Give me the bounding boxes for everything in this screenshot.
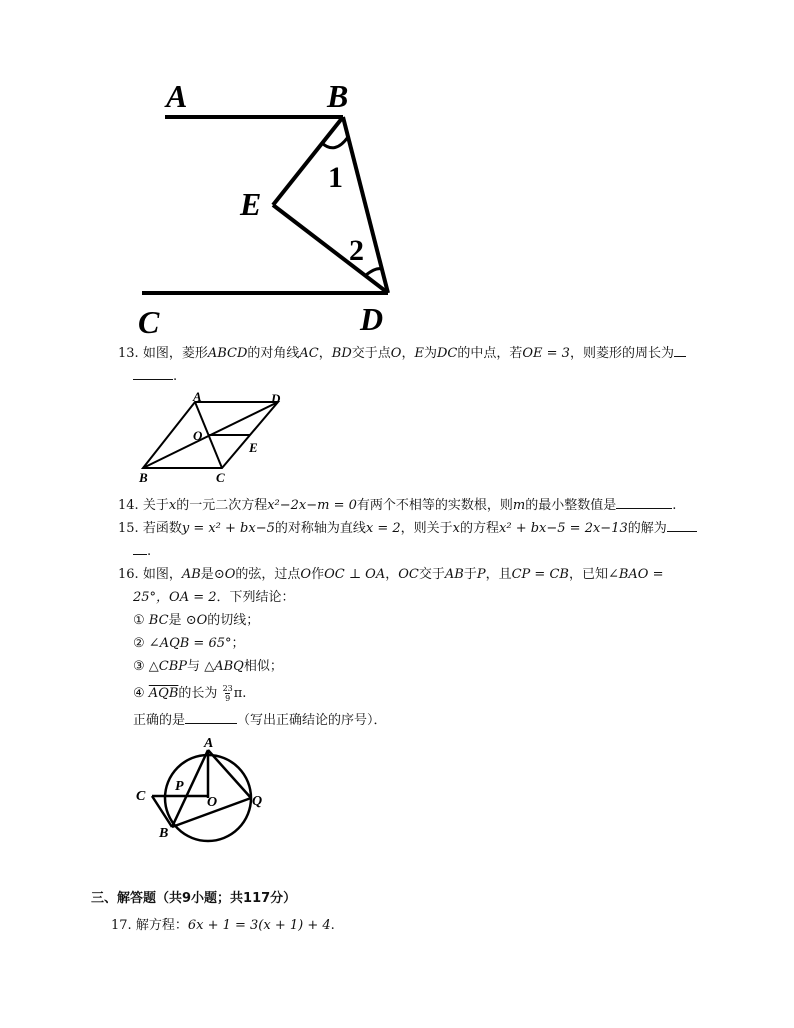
q13-text-pre: 如图，菱形 <box>142 346 208 361</box>
label-b: B <box>159 826 169 841</box>
q16-p: P <box>476 567 486 582</box>
q14-text-b: 的一元二次方程 <box>176 498 268 513</box>
q16-text: 的长为 <box>178 686 218 701</box>
q16-c4-denominator: 9 <box>225 694 231 703</box>
section-3-title <box>91 890 296 908</box>
q13-answer-blank-1[interactable] <box>674 343 686 357</box>
q16-text: ，且 <box>485 567 512 582</box>
label-e: E <box>249 440 258 455</box>
q13-ac: AC <box>299 346 319 361</box>
q16-c3-t1: △CBP <box>148 659 188 674</box>
figure-circle <box>130 730 280 845</box>
label-q: Q <box>252 794 263 809</box>
q13-comma: ， <box>318 346 332 361</box>
label-d: D <box>360 301 384 337</box>
q15-eq: x² + bx−5 = 2x−13 <box>499 521 628 536</box>
q16-line2 <box>133 589 295 607</box>
q15-func: y = x² + bx−5 <box>181 521 275 536</box>
q13-text-a: 的对角线 <box>247 346 300 361</box>
q14-text-d: 的最小整数值是 <box>525 498 617 513</box>
q16-circle: ⊙O <box>213 567 236 582</box>
q15-period: . <box>147 544 152 559</box>
q13-line1 <box>118 343 686 363</box>
q14-line <box>118 495 676 515</box>
q17-equation: 6x + 1 = 3(x + 1) + 4 <box>187 918 331 933</box>
q16-text: ．下列结论： <box>216 590 295 605</box>
q13-answer-blank-2[interactable] <box>133 366 173 380</box>
q13-comma2: ， <box>401 346 415 361</box>
label-b: B <box>139 470 148 485</box>
q13-bd: BD <box>331 346 352 361</box>
q17-line <box>111 917 335 935</box>
label-angle-1: 1 <box>328 161 343 194</box>
q16-answer-text: 正确的是 <box>133 713 186 728</box>
label-a: A <box>193 390 202 404</box>
q17-period: . <box>330 918 335 933</box>
q16-c3-num: ③ <box>133 659 145 674</box>
label-o: O <box>193 428 203 443</box>
q15-answer-blank-2[interactable] <box>133 541 147 555</box>
q16-conclusion-2 <box>133 635 245 653</box>
q16-o: O <box>300 567 312 582</box>
q16-text: 作 <box>311 567 325 582</box>
q16-ab: AB <box>444 567 464 582</box>
label-c: C <box>216 470 225 485</box>
q14-eq: x²−2x−m = 0 <box>267 498 357 513</box>
q16-answer-text: （写出正确结论的序号）． <box>237 713 387 728</box>
q16-conclusion-1 <box>133 612 259 630</box>
label-e: E <box>240 186 262 222</box>
label-c: C <box>138 304 160 340</box>
q16-cpcb: CP = CB <box>511 567 569 582</box>
figure-parallel-lines <box>130 75 410 345</box>
q16-line1 <box>118 566 664 584</box>
label-a: A <box>166 78 188 114</box>
q16-c1-bc: BC <box>148 613 169 628</box>
q16-text: ，已知 <box>568 567 608 582</box>
q16-answer-blank[interactable] <box>185 710 237 724</box>
q16-text: 如图， <box>142 567 182 582</box>
label-o: O <box>207 795 218 810</box>
label-b: B <box>327 78 349 114</box>
q14-text-a: 关于 <box>142 498 169 513</box>
q16-conclusion-4 <box>133 684 246 703</box>
q16-text: 交于 <box>418 567 445 582</box>
q16-c4-pi: π. <box>233 686 247 701</box>
q13-rhombus: ABCD <box>207 346 248 361</box>
q16-c4-fraction <box>223 684 233 703</box>
q16-oc: OC <box>398 567 419 582</box>
q15-x: x <box>452 521 461 536</box>
q13-text-c: 为 <box>423 346 437 361</box>
q16-text: 是 <box>168 613 182 628</box>
q14-period: . <box>672 498 677 513</box>
q16-oa: OA = 2 <box>169 590 217 605</box>
label-d: D <box>271 391 281 406</box>
label-a: A <box>204 736 214 751</box>
q13-number: 13. <box>118 346 139 361</box>
q13-o: O <box>390 346 402 361</box>
label-c: C <box>136 789 146 804</box>
label-p: P <box>175 779 184 794</box>
q16-c1-num: ① <box>133 613 145 628</box>
q17-text: 解方程： <box>135 918 188 933</box>
q16-c4-numerator: 23 <box>222 684 233 693</box>
q13-text-e: ，则菱形的周长为 <box>569 346 674 361</box>
q15-text-c: ，则关于 <box>400 521 453 536</box>
q13-text-b: 交于点 <box>351 346 391 361</box>
section-3-title-text: 三、解答题（共9小题；共117分） <box>91 891 297 906</box>
q14-answer-blank[interactable] <box>616 495 672 509</box>
q16-answer-line <box>133 710 387 730</box>
q16-ab: AB <box>181 567 201 582</box>
q16-perp: OC ⊥ OA <box>324 567 386 582</box>
angle-arc-2 <box>366 269 382 275</box>
q15-axis: x = 2 <box>365 521 401 536</box>
q16-c2-eq: ∠AQB = 65° <box>148 636 232 651</box>
q16-number: 16. <box>118 567 139 582</box>
q16-text: 与 <box>187 659 201 674</box>
q13-period: . <box>173 369 178 384</box>
q16-text: 相似； <box>243 659 283 674</box>
q15-text-d: 的方程 <box>460 521 500 536</box>
q13-oe: OE = 3 <box>522 346 570 361</box>
q16-text: 的切线； <box>207 613 260 628</box>
q16-angle-bao: ∠BAO = <box>607 567 664 582</box>
q15-text-e: 的解为 <box>627 521 667 536</box>
q15-line2 <box>133 541 151 561</box>
q13-text-d: 的中点，若 <box>457 346 523 361</box>
q14-x: x <box>168 498 177 513</box>
q16-text: 是 <box>200 567 214 582</box>
q13-line2 <box>133 366 177 386</box>
q13-e: E <box>414 346 424 361</box>
figure-rhombus <box>135 390 295 490</box>
q16-conclusion-3 <box>133 658 283 676</box>
q14-number: 14. <box>118 498 139 513</box>
q15-text-b: 的对称轴为直线 <box>274 521 366 536</box>
q16-c4-arc: $\overline{AQB}$ <box>148 686 179 701</box>
q16-c4-num: ④ <box>133 686 145 701</box>
q16-c3-t2: △ABQ <box>204 659 244 674</box>
q17-number: 17. <box>111 918 132 933</box>
q15-text-a: 若函数 <box>142 521 182 536</box>
q16-comma: ， <box>385 567 399 582</box>
q15-number: 15. <box>118 521 139 536</box>
q16-text: 的弦，过点 <box>235 567 301 582</box>
q16-text: 于 <box>463 567 477 582</box>
q15-answer-blank-1[interactable] <box>667 518 697 532</box>
q14-m: m <box>512 498 526 513</box>
q15-line1 <box>118 518 697 538</box>
q14-text-c: 有两个不相等的实数根，则 <box>356 498 513 513</box>
segment-cb <box>152 796 172 827</box>
q13-dc: DC <box>436 346 458 361</box>
q16-text: ； <box>231 636 245 651</box>
q16-c1-circle: ⊙O <box>185 613 208 628</box>
q16-angle-value: 25°， <box>133 590 170 605</box>
q16-c2-num: ② <box>133 636 145 651</box>
label-angle-2: 2 <box>349 234 364 267</box>
